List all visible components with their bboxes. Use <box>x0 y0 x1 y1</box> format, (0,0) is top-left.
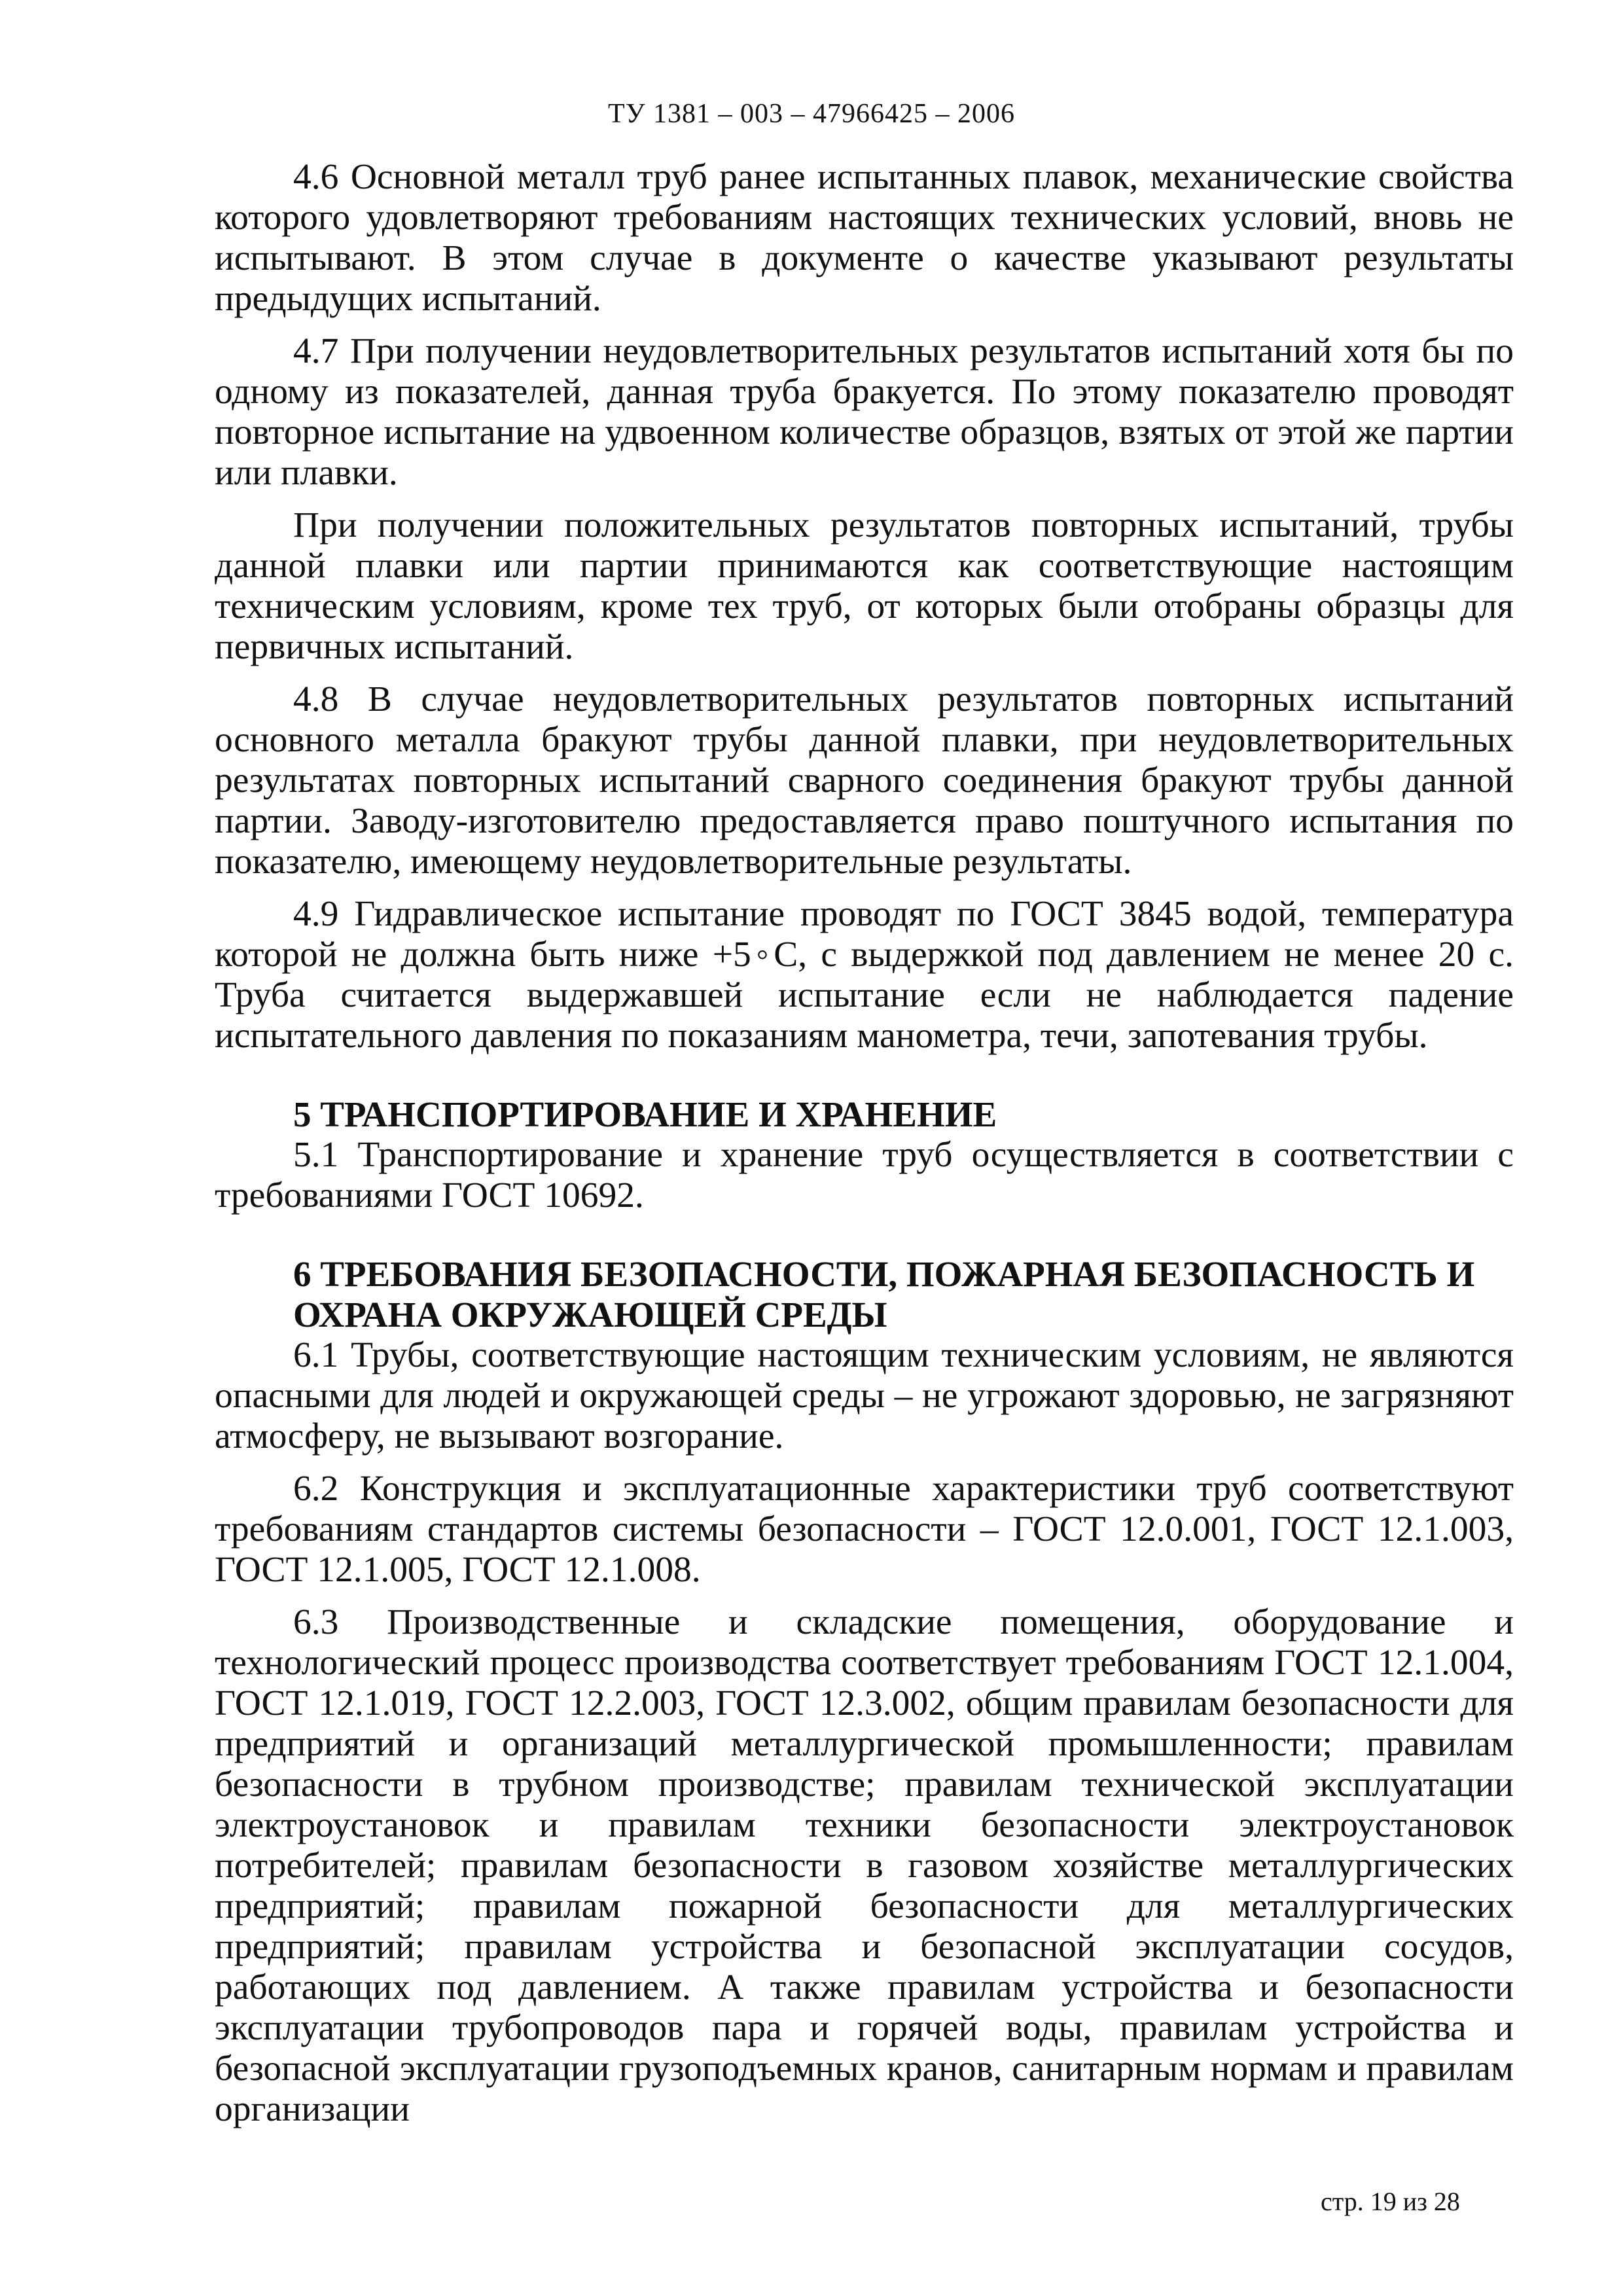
paragraph-6-1: 6.1 Трубы, соответствующие настоящим техническим условиям, не являются опасными для людей и окружающей среды – не угрожают здоровью, не загрязняют атмосферу, не вызывают возгорание. <box>215 1335 1514 1456</box>
section-6-heading-line2: ОХРАНА ОКРУЖАЮЩЕЙ СРЕДЫ <box>293 1295 887 1335</box>
paragraph-4-8: 4.8 В случае неудовлетворительных результатов повторных испытаний основного металла бракуют трубы данной плавки, при неудовлетворительных результатах повторных испытаний сварного соединения бракуют трубы данной партии. Заводу-изготовителю предоставляется право поштучного испытания по показателю, имеющему неудовлетворительные результаты. <box>215 679 1514 882</box>
section-5-heading: 5 ТРАНСПОРТИРОВАНИЕ И ХРАНЕНИЕ <box>293 1094 997 1134</box>
paragraph-4-7-continued: При получении положительных результатов повторных испытаний, трубы данной плавки или партии принимаются как соответствующие настоящим техническим условиям, кроме тех труб, от которых были отобраны образцы для первичных испытаний. <box>215 505 1514 667</box>
paragraph-6-3: 6.3 Производственные и складские помещения, оборудование и технологический процесс производства соответствует требованиям ГОСТ 12.1.004, ГОСТ 12.1.019, ГОСТ 12.2.003, ГОСТ 12.3.002, общим правилам безопасности для предприятий и организаций металлургической промышленности; правилам безопасности в трубном производстве; правилам технической эксплуатации электроустановок и правилам техники безопасности электроустановок потребителей; правилам безопасности в газовом хозяйстве металлургических предприятий; правилам пожарной безопасности для металлургических предприятий; правилам устройства и безопасной эксплуатации сосудов, работающих под давлением. А также правилам устройства и безопасности эксплуатации трубопроводов пара и горячей воды, правилам устройства и безопасной эксплуатации грузоподъемных кранов, санитарным нормам и правилам организации <box>215 1602 1514 2129</box>
paragraph-6-2: 6.2 Конструкция и эксплуатационные характеристики труб соответствуют требованиям стандартов системы безопасности – ГОСТ 12.0.001, ГОСТ 12.1.003, ГОСТ 12.1.005, ГОСТ 12.1.008. <box>215 1469 1514 1590</box>
document-body <box>215 157 1514 2130</box>
page-number: стр. 19 из 28 <box>1321 2187 1460 2216</box>
paragraph-5-1: 5.1 Транспортирование и хранение труб осуществляется в соответствии с требованиями ГОСТ 10692. <box>215 1135 1514 1215</box>
paragraph-4-7: 4.7 При получении неудовлетворительных результатов испытаний хотя бы по одному из показателей, данная труба бракуется. По этому показателю проводят повторное испытание на удвоенном количестве образцов, взятых от этой же партии или плавки. <box>215 331 1514 493</box>
paragraph-4-9: 4.9 Гидравлическое испытание проводят по ГОСТ 3845 водой, температура которой не должна быть ниже +5◦С, с выдержкой под давлением не менее 20 с. Труба считается выдержавшей испытание если не наблюдается падение испытательного давления по показаниям манометра, течи, запотевания трубы. <box>215 894 1514 1056</box>
paragraph-4-6: 4.6 Основной металл труб ранее испытанных плавок, механические свойства которого удовлетворяют требованиям настоящих технических условий, вновь не испытывают. В этом случае в документе о качестве указывают результаты предыдущих испытаний. <box>215 157 1514 319</box>
section-6-heading-line1: 6 ТРЕБОВАНИЯ БЕЗОПАСНОСТИ, ПОЖАРНАЯ БЕЗОПАСНОСТЬ И <box>293 1254 1475 1294</box>
document-code-header: ТУ 1381 – 003 – 47966425 – 2006 <box>608 99 1015 129</box>
